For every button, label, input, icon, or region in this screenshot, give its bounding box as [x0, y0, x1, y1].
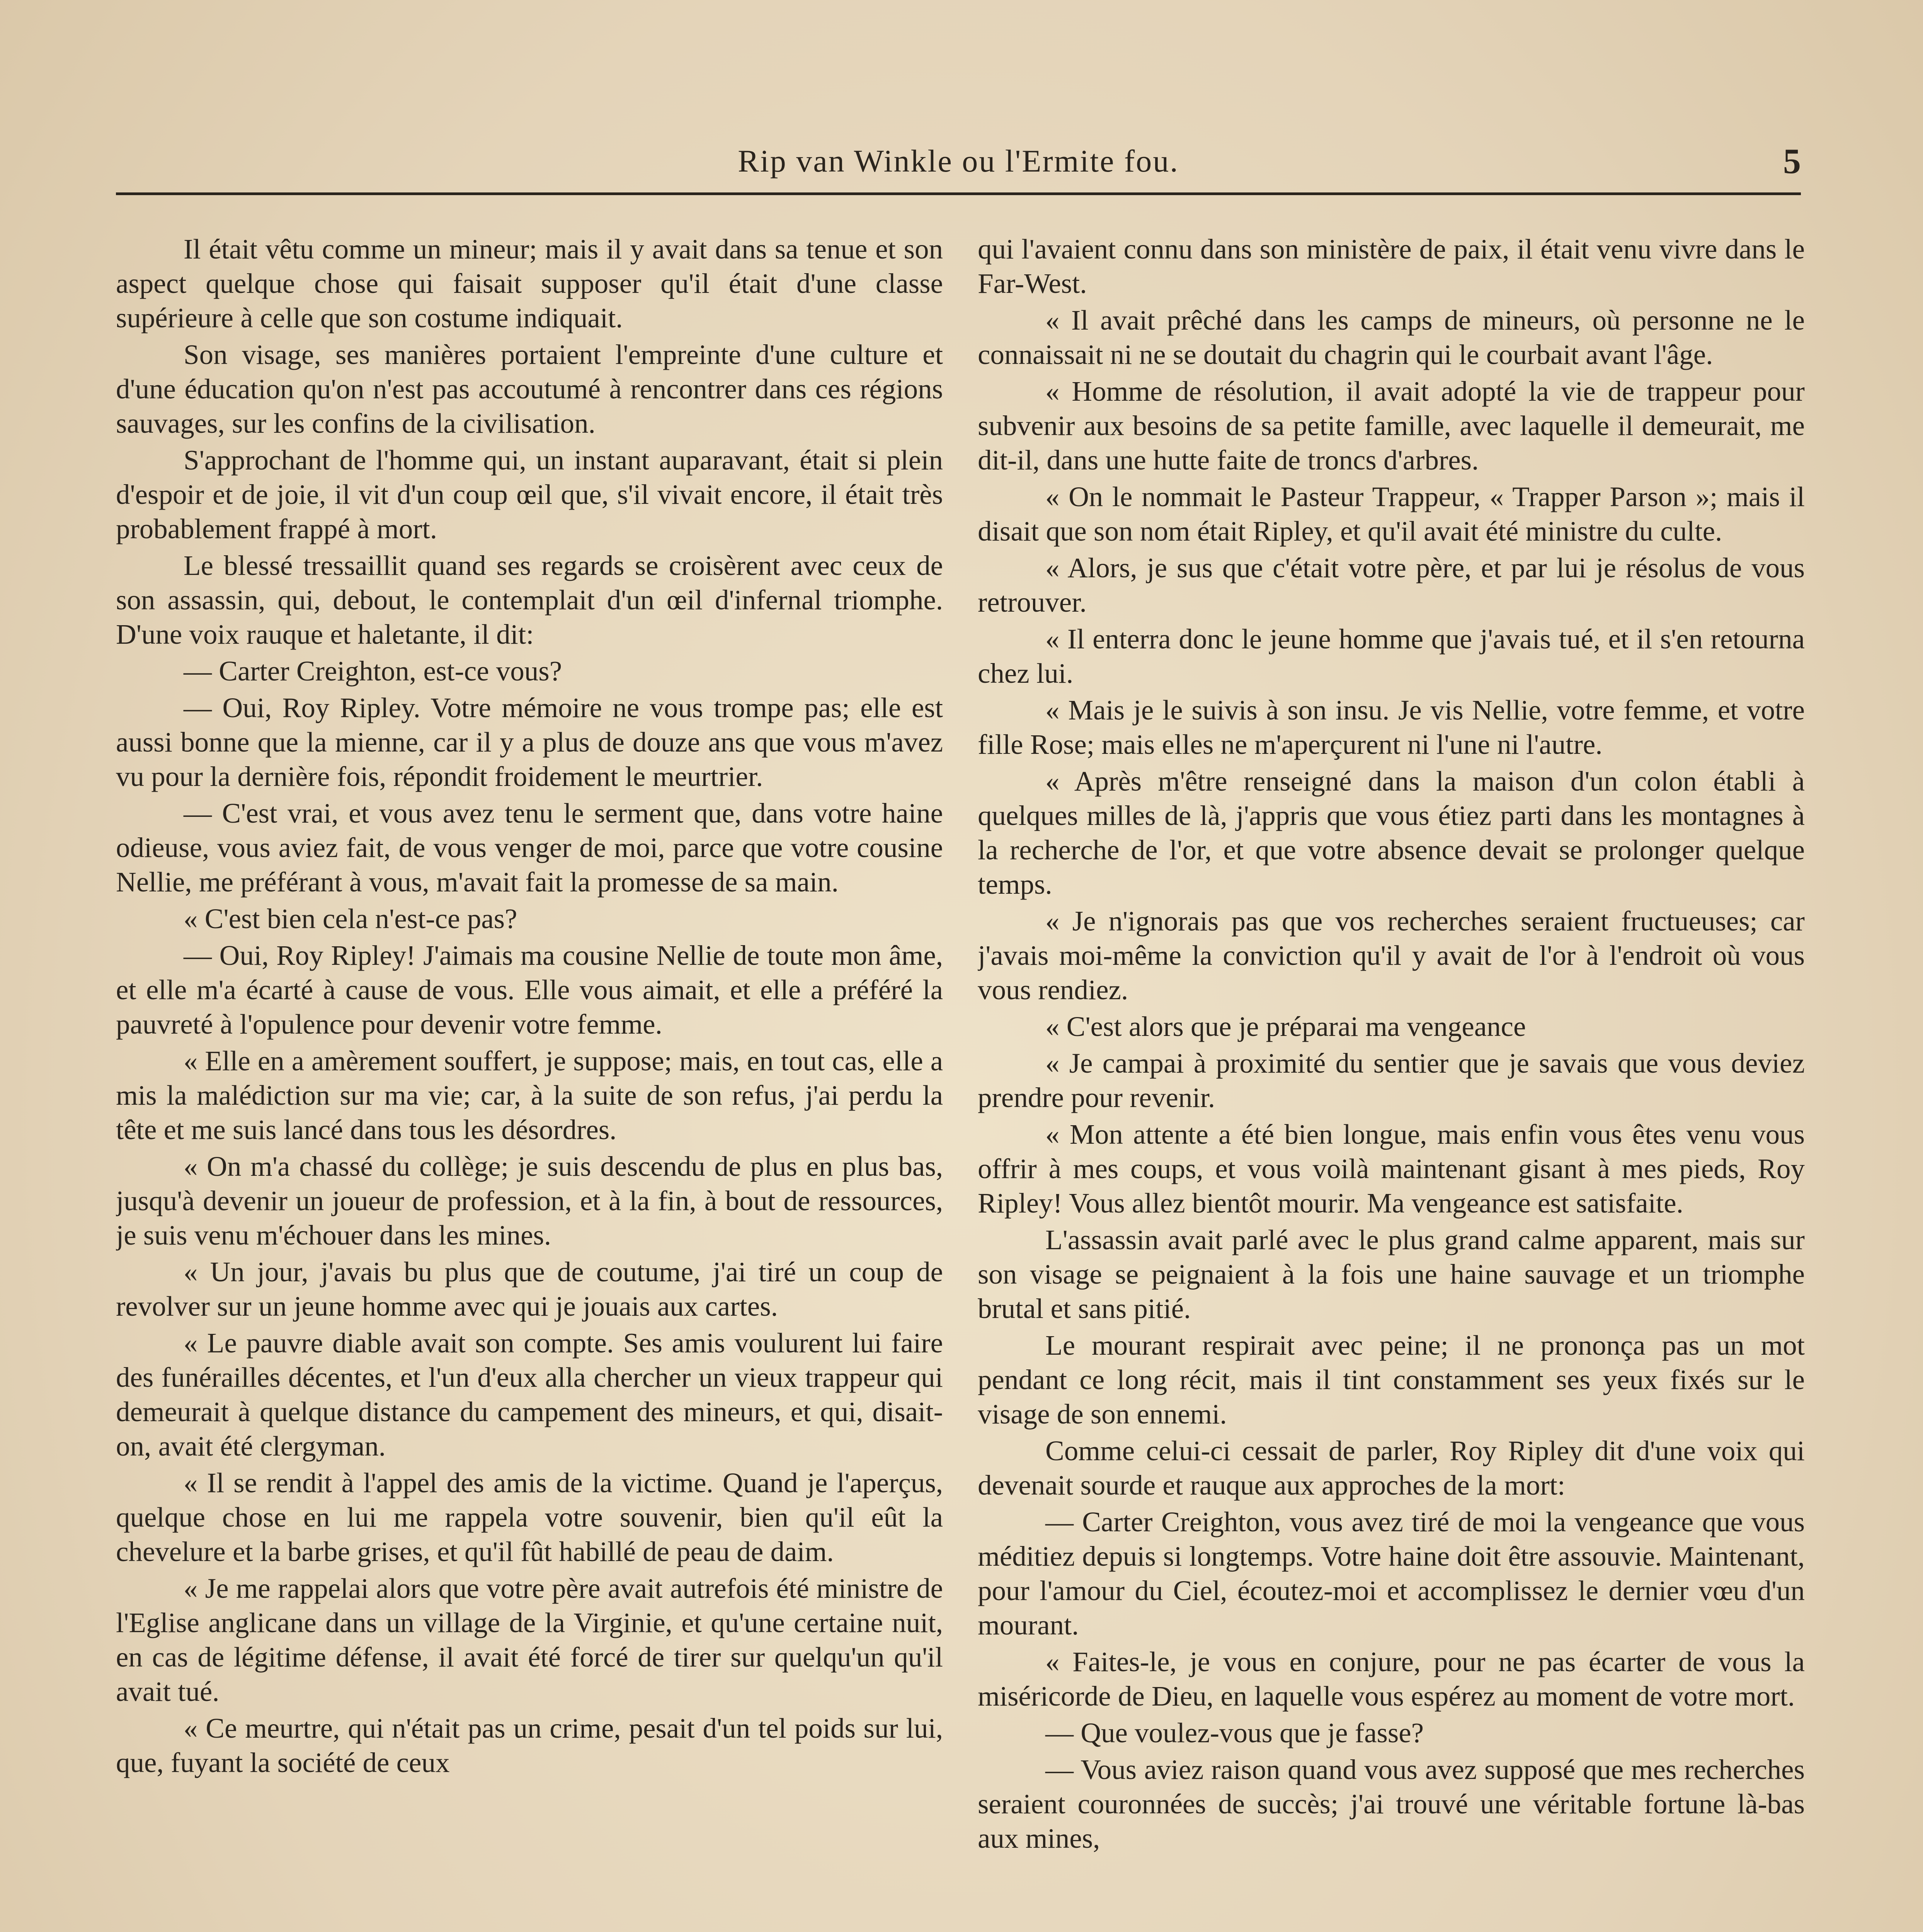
paragraph: — Que voulez-vous que je fasse? [1045, 1717, 1424, 1748]
paragraph: « Ce meurtre, qui n'était pas un crime, pesait d'un tel poids sur lui, que, fuyant la société de ceux [116, 1713, 943, 1778]
left-column [116, 232, 943, 1932]
paragraph: — Oui, Roy Ripley! J'aimais ma cousine Nellie de toute mon âme, et elle m'a écarté à cause de vous. Elle vous aimait, et elle a préféré la pauvreté à l'opulence pour devenir votre femme. [116, 940, 943, 1040]
paragraph: « Je campai à proximité du sentier que je savais que vous deviez prendre pour revenir. [978, 1048, 1805, 1113]
paragraph: — Oui, Roy Ripley. Votre mémoire ne vous trompe pas; elle est aussi bonne que la mienne, car il y a plus de douze ans que vous m'avez vu pour la dernière fois, répondit froidement le meurtrier. [116, 692, 943, 792]
paragraph: « On m'a chassé du collège; je suis descendu de plus en plus bas, jusqu'à devenir un joueur de profession, et à la fin, à bout de ressources, je suis venu m'échouer dans les mines. [116, 1151, 943, 1251]
paragraph: « Après m'être renseigné dans la maison d'un colon établi à quelques milles de là, j'appris que vous étiez parti dans les montagnes à la recherche de l'or, et que votre absence devait se prolonger quelque temps. [978, 765, 1805, 900]
paragraph: « Il enterra donc le jeune homme que j'avais tué, et il s'en retourna chez lui. [978, 623, 1805, 689]
paragraph: « Il avait prêché dans les camps de mineurs, où personne ne le connaissait ni ne se doutait du chagrin qui le courbait avant l'âge. [978, 304, 1805, 370]
paragraph: « Faites-le, je vous en conjure, pour ne pas écarter de vous la miséricorde de Dieu, en laquelle vous espérez au moment de votre mort. [978, 1646, 1805, 1712]
paragraph: — C'est vrai, et vous avez tenu le serment que, dans votre haine odieuse, vous aviez fait, de vous venger de moi, parce que votre cousine Nellie, me préférant à vous, m'avait fait la promesse de sa main. [116, 798, 943, 898]
header-rule [116, 192, 1801, 195]
paragraph: « Mon attente a été bien longue, mais enfin vous êtes venu vous offrir à mes coups, et vous voilà maintenant gisant à mes pieds, Roy Ripley! Vous allez bientôt mourir. Ma vengeance est satisfaite. [978, 1119, 1805, 1219]
running-title: Rip van Winkle ou l'Ermite fou. [738, 143, 1179, 179]
paragraph: — Carter Creighton, est-ce vous? [184, 655, 562, 687]
paragraph: « Je n'ignorais pas que vos recherches seraient fructueuses; car j'avais moi-même la conviction qu'il y avait de l'or à l'endroit où vous vous rendiez. [978, 905, 1805, 1005]
paragraph: S'approchant de l'homme qui, un instant auparavant, était si plein d'espoir et de joie, il vit d'un coup œil que, s'il vivait encore, il était très probablement frappé à mort. [116, 444, 943, 544]
paragraph: « Il se rendit à l'appel des amis de la victime. Quand je l'aperçus, quelque chose en lui me rappela votre souvenir, bien qu'il eût la chevelure et la barbe grises, et qu'il fût habillé de peau de daim. [116, 1467, 943, 1567]
paragraph: — Carter Creighton, vous avez tiré de moi la vengeance que vous méditiez depuis si longtemps. Votre haine doit être assouvie. Maintenant, pour l'amour du Ciel, écoutez-moi et accomplissez le dernier vœu d'un mourant. [978, 1506, 1805, 1641]
paragraph: Il était vêtu comme un mineur; mais il y avait dans sa tenue et son aspect quelque chose qui faisait supposer qu'il était d'une classe supérieure à celle que son costume indiquait. [116, 233, 943, 333]
paragraph: Comme celui-ci cessait de parler, Roy Ripley dit d'une voix qui devenait sourde et rauque aux approches de la mort: [978, 1435, 1805, 1501]
paragraph: Son visage, ses manières portaient l'empreinte d'une culture et d'une éducation qu'on n'est pas accoutumé à rencontrer dans ces régions sauvages, sur les confins de la civilisation. [116, 339, 943, 439]
paragraph: « Je me rappelai alors que votre père avait autrefois été ministre de l'Eglise anglicane dans un village de la Virginie, et qu'une certaine nuit, en cas de légitime défense, il avait été forcé de tirer sur quelqu'un qu'il avait tué. [116, 1573, 943, 1707]
paragraph: « Homme de résolution, il avait adopté la vie de trappeur pour subvenir aux besoins de sa petite famille, avec laquelle il demeurait, me dit-il, dans une hutte faite de troncs d'arbres. [978, 376, 1805, 476]
page-number: 5 [1783, 141, 1801, 181]
paragraph: Le blessé tressaillit quand ses regards se croisèrent avec ceux de son assassin, qui, debout, le contemplait d'un œil d'infernal triomphe. D'une voix rauque et haletante, il dit: [116, 550, 943, 650]
paragraph: « Alors, je sus que c'était votre père, et par lui je résolus de vous retrouver. [978, 552, 1805, 618]
paragraph: Le mourant respirait avec peine; il ne prononça pas un mot pendant ce long récit, mais il tint constamment ses yeux fixés sur le visage de son ennemi. [978, 1330, 1805, 1430]
paragraph: « C'est alors que je préparai ma vengeance [1045, 1011, 1526, 1042]
paragraph: « Un jour, j'avais bu plus que de coutume, j'ai tiré un coup de revolver sur un jeune homme avec qui je jouais aux cartes. [116, 1256, 943, 1322]
paragraph: — Vous aviez raison quand vous avez supposé que mes recherches seraient couronnées de succès; j'ai trouvé une véritable fortune là-bas aux mines, [978, 1754, 1805, 1854]
running-header [116, 143, 1801, 185]
paragraph: « Le pauvre diable avait son compte. Ses amis voulurent lui faire des funérailles décentes, et l'un d'eux alla chercher un vieux trappeur qui demeurait à quelque distance du campement des mineurs, et qui, disait-on, avait été clergyman. [116, 1327, 943, 1462]
paragraph-continuation: qui l'avaient connu dans son ministère de paix, il était venu vivre dans le Far-West. [978, 233, 1805, 299]
paragraph: « Mais je le suivis à son insu. Je vis Nellie, votre femme, et votre fille Rose; mais elles ne m'aperçurent ni l'une ni l'autre. [978, 694, 1805, 760]
right-column [978, 232, 1805, 1932]
paragraph: « On le nommait le Pasteur Trappeur, « Trapper Parson »; mais il disait que son nom était Ripley, et qu'il avait été ministre du culte. [978, 481, 1805, 547]
paragraph: « C'est bien cela n'est-ce pas? [184, 903, 517, 934]
paragraph: L'assassin avait parlé avec le plus grand calme apparent, mais sur son visage se peignaient à la fois une haine sauvage et un triomphe brutal et sans pitié. [978, 1224, 1805, 1324]
paragraph: « Elle en a amèrement souffert, je suppose; mais, en tout cas, elle a mis la malédiction sur ma vie; car, à la suite de son refus, j'ai perdu la tête et me suis lancé dans tous les désordres. [116, 1045, 943, 1145]
